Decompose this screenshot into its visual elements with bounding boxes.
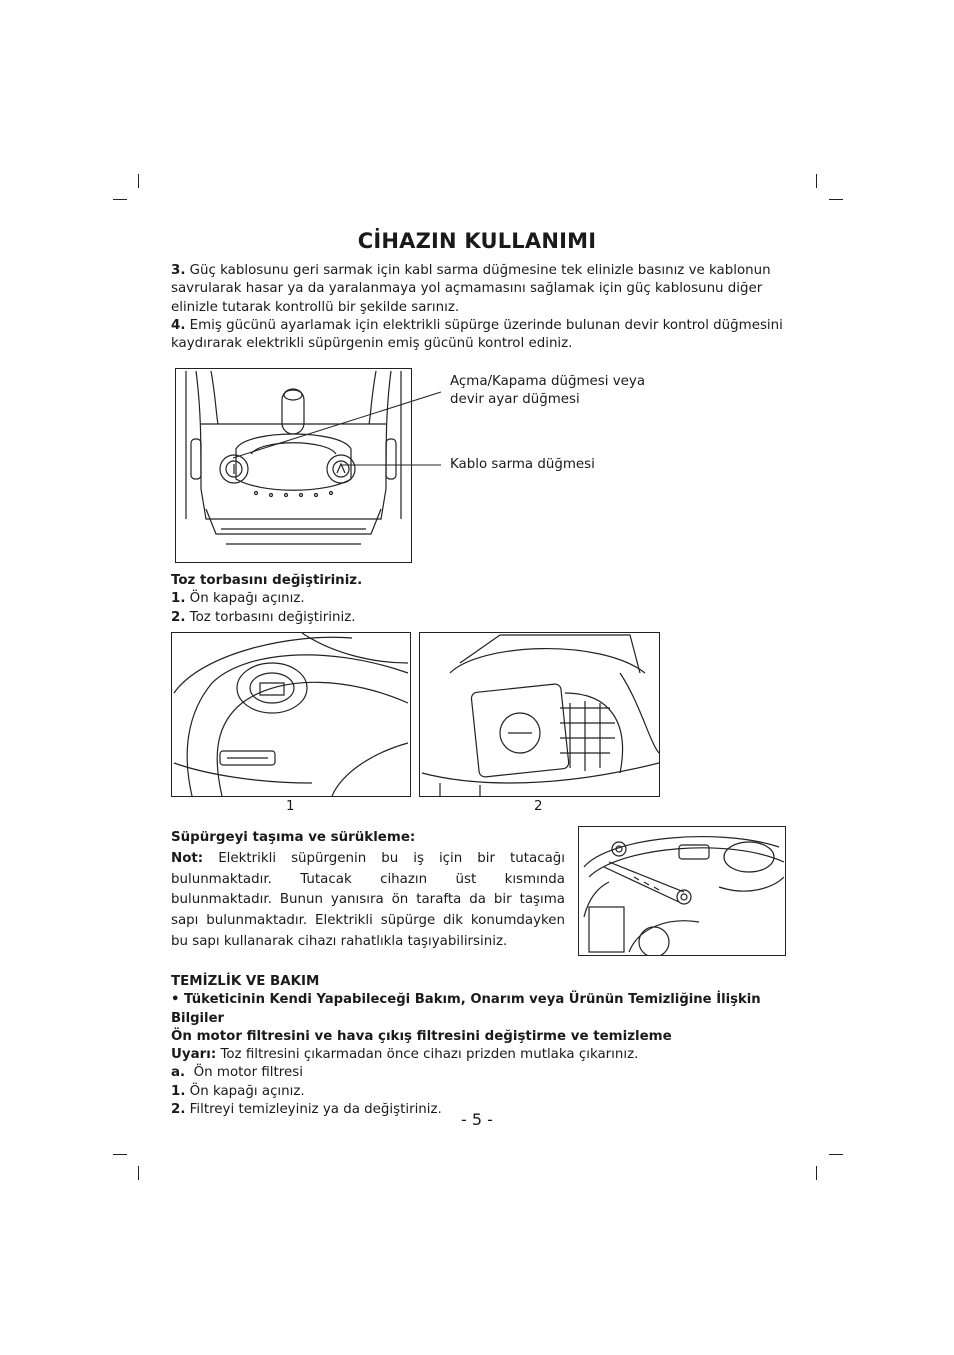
page-title: CİHAZIN KULLANIMI	[357, 229, 597, 253]
warning-label: Uyarı:	[171, 1047, 217, 1063]
page-number: - 5 -	[461, 1110, 493, 1129]
warning-text: Toz filtresini çıkarmadan önce cihazı prizden mutlaka çıkarınız.	[220, 1047, 639, 1063]
note-label: Not:	[171, 850, 204, 866]
item-text: Ön motor filtresi	[193, 1065, 303, 1081]
step-number: 1.	[171, 591, 186, 607]
callout-line: Açma/Kapama düğmesi veya	[450, 374, 646, 389]
cleaning-section	[171, 973, 785, 1119]
section-heading: Süpürgeyi taşıma ve sürükleme:	[171, 830, 416, 845]
callout-power-button	[450, 373, 645, 410]
step-number: 2.	[171, 609, 186, 625]
step-number: 3.	[171, 263, 186, 278]
carry-handle-figure	[578, 826, 786, 956]
leader-power-button	[233, 392, 441, 458]
sub-heading: Ön motor filtresini ve hava çıkış filtresini değiştirme ve temizleme	[171, 1028, 672, 1044]
step-text: Ön kapağı açınız.	[189, 1083, 305, 1099]
item-label: a.	[171, 1065, 186, 1081]
front-cover-drawing	[172, 633, 410, 796]
dust-bag-drawing	[420, 633, 659, 796]
step-text: Filtreyi temizleyiniz ya da değiştiriniz.	[189, 1102, 442, 1118]
figure-label-2: 2	[534, 799, 543, 814]
note-text: Elektrikli süpürgenin bu iş için bir tutacağı bulunmaktadır. Tutacak cihazın üst kısmında bulunmaktadır. Bunun yanısıra ön tarafta da bir taşıma sapı bulunmaktadır. Elektrikli süpürge dik konumdayken bu sapı kullanarak cihazı rahatlıkla taşıyabilirsiniz.	[171, 850, 566, 949]
carry-handle-drawing	[579, 827, 785, 955]
section-heading: Toz torbasını değiştiriniz.	[171, 573, 363, 588]
callout-cord-button: Kablo sarma düğmesi	[450, 457, 595, 472]
step-text: Ön kapağı açınız.	[189, 591, 305, 607]
carrying-section	[171, 828, 565, 953]
section-heading: TEMİZLİK VE BAKIM	[171, 974, 320, 989]
bullet-heading: • Tüketicinin Kendi Yapabileceği Bakım, Onarım veya Ürünün Temizliğine İlişkin Bilgiler	[171, 992, 761, 1026]
step-text: Toz torbasını değiştiriniz.	[189, 609, 356, 625]
step-text: Güç kablosunu geri sarmak için kabl sarma düğmesine tek elinizle basınız ve kablonun savrularak hasar ya da yaralanmaya yol açmamasını sağlamak için güç kablosunu diğer elinizle tutarak kontrollü bir şekilde sarınız.	[171, 263, 771, 315]
figure-label-1: 1	[286, 799, 295, 814]
callout-line: devir ayar düğmesi	[450, 392, 580, 408]
step-number: 2.	[171, 1102, 186, 1118]
step-number: 4.	[171, 318, 186, 333]
dust-bag-section	[171, 572, 785, 627]
dust-bag-figure	[419, 632, 660, 797]
step-text: Emiş gücünü ayarlamak için elektrikli süpürge üzerinde bulunan devir kontrol düğmesini kaydırarak elektrikli süpürgenin emiş gücünü kontrol ediniz.	[171, 318, 783, 352]
front-cover-figure	[171, 632, 411, 797]
step-number: 1.	[171, 1083, 186, 1099]
